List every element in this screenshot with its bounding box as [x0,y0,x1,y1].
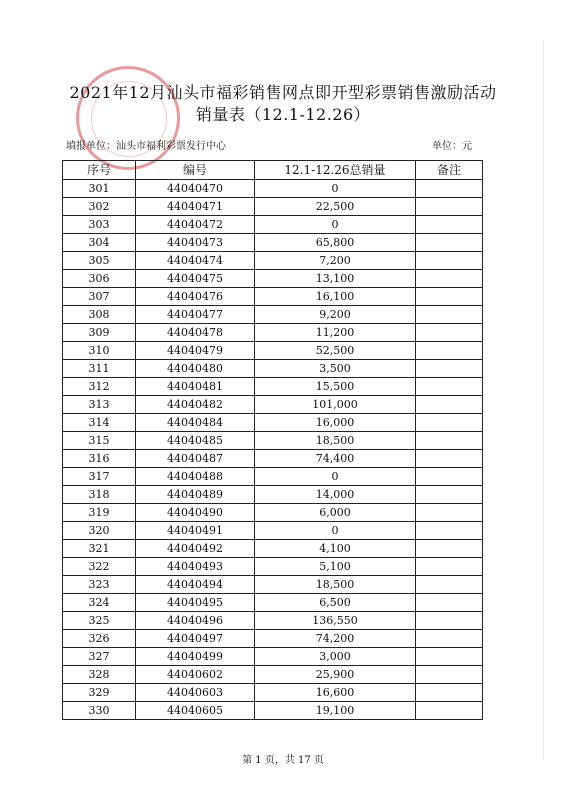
document-title-line1: 2021年12月汕头市福彩销售网点即开型彩票销售激励活动 [69,83,497,102]
table-row [63,468,483,486]
cell-remarks [416,468,483,486]
table-row [63,540,483,558]
cell-seq: 325 [63,612,136,630]
table-row [63,288,483,306]
table-header-row [63,161,483,180]
cell-remarks [416,378,483,396]
cell-seq: 311 [63,360,136,378]
cell-total-sales: 3,000 [255,648,416,666]
cell-seq: 312 [63,378,136,396]
table-row [63,270,483,288]
cell-remarks [416,432,483,450]
cell-code: 44040472 [136,216,255,234]
cell-seq: 322 [63,558,136,576]
cell-remarks [416,684,483,702]
cell-total-sales: 19,100 [255,702,416,720]
cell-code: 44040473 [136,234,255,252]
cell-seq: 307 [63,288,136,306]
cell-code: 44040497 [136,630,255,648]
cell-seq: 330 [63,702,136,720]
cell-seq: 313 [63,396,136,414]
cell-seq: 304 [63,234,136,252]
cell-total-sales: 101,000 [255,396,416,414]
table-row [63,702,483,720]
cell-code: 44040474 [136,252,255,270]
header-remarks: 备注 [416,161,483,180]
cell-remarks [416,666,483,684]
cell-seq: 301 [63,180,136,198]
table-row [63,324,483,342]
cell-seq: 314 [63,414,136,432]
cell-seq: 302 [63,198,136,216]
cell-total-sales: 52,500 [255,342,416,360]
cell-seq: 305 [63,252,136,270]
cell-code: 44040605 [136,702,255,720]
table-row [63,360,483,378]
cell-total-sales: 18,500 [255,576,416,594]
cell-remarks [416,702,483,720]
cell-seq: 320 [63,522,136,540]
cell-total-sales: 136,550 [255,612,416,630]
cell-remarks [416,306,483,324]
cell-code: 44040488 [136,468,255,486]
cell-total-sales: 0 [255,216,416,234]
cell-total-sales: 74,200 [255,630,416,648]
cell-total-sales: 6,500 [255,594,416,612]
cell-seq: 319 [63,504,136,522]
cell-remarks [416,630,483,648]
cell-code: 44040487 [136,450,255,468]
table-row [63,432,483,450]
cell-total-sales: 0 [255,522,416,540]
cell-total-sales: 14,000 [255,486,416,504]
header-seq: 序号 [63,161,136,180]
cell-total-sales: 6,000 [255,504,416,522]
table-row [63,450,483,468]
cell-remarks [416,486,483,504]
header-code: 编号 [136,161,255,180]
cell-code: 44040490 [136,504,255,522]
table-row [63,216,483,234]
cell-code: 44040477 [136,306,255,324]
cell-code: 44040478 [136,324,255,342]
cell-remarks [416,198,483,216]
cell-code: 44040475 [136,270,255,288]
cell-total-sales: 25,900 [255,666,416,684]
cell-total-sales: 11,200 [255,324,416,342]
cell-total-sales: 13,100 [255,270,416,288]
table-row [63,342,483,360]
table-row [63,198,483,216]
cell-code: 44040482 [136,396,255,414]
table-row [63,396,483,414]
cell-total-sales: 9,200 [255,306,416,324]
cell-remarks [416,576,483,594]
cell-remarks [416,324,483,342]
cell-code: 44040485 [136,432,255,450]
cell-total-sales: 0 [255,180,416,198]
cell-remarks [416,288,483,306]
cell-code: 44040499 [136,648,255,666]
cell-total-sales: 16,600 [255,684,416,702]
cell-total-sales: 16,100 [255,288,416,306]
table-row [63,594,483,612]
cell-code: 44040603 [136,684,255,702]
table-row [63,306,483,324]
cell-seq: 308 [63,306,136,324]
cell-remarks [416,648,483,666]
cell-code: 44040494 [136,576,255,594]
cell-code: 44040484 [136,414,255,432]
cell-total-sales: 18,500 [255,432,416,450]
cell-seq: 315 [63,432,136,450]
cell-total-sales: 15,500 [255,378,416,396]
cell-seq: 324 [63,594,136,612]
cell-seq: 303 [63,216,136,234]
table-row [63,558,483,576]
cell-code: 44040496 [136,612,255,630]
cell-seq: 329 [63,684,136,702]
cell-total-sales: 4,100 [255,540,416,558]
unit-label: 单位：元 [432,141,472,152]
table-row [63,666,483,684]
table-body [63,180,483,720]
cell-remarks [416,252,483,270]
cell-code: 44040479 [136,342,255,360]
cell-code: 44040495 [136,594,255,612]
table-row [63,252,483,270]
cell-code: 44040602 [136,666,255,684]
header-total-sales: 12.1-12.26总销量 [255,161,416,180]
cell-seq: 306 [63,270,136,288]
cell-total-sales: 0 [255,468,416,486]
cell-remarks [416,612,483,630]
cell-remarks [416,270,483,288]
cell-seq: 327 [63,648,136,666]
cell-code: 44040470 [136,180,255,198]
cell-remarks [416,450,483,468]
cell-remarks [416,504,483,522]
cell-remarks [416,360,483,378]
cell-seq: 316 [63,450,136,468]
cell-code: 44040492 [136,540,255,558]
table-row [63,684,483,702]
cell-total-sales: 7,200 [255,252,416,270]
cell-total-sales: 3,500 [255,360,416,378]
cell-seq: 318 [63,486,136,504]
cell-code: 44040476 [136,288,255,306]
cell-remarks [416,180,483,198]
cell-remarks [416,342,483,360]
cell-seq: 328 [63,666,136,684]
cell-seq: 317 [63,468,136,486]
document-title-line2: 销量表（12.1-12.26） [195,105,371,124]
table-row [63,378,483,396]
cell-remarks [416,216,483,234]
cell-total-sales: 65,800 [255,234,416,252]
cell-code: 44040480 [136,360,255,378]
cell-code: 44040471 [136,198,255,216]
cell-seq: 309 [63,324,136,342]
table-row [63,180,483,198]
cell-total-sales: 22,500 [255,198,416,216]
cell-remarks [416,522,483,540]
cell-code: 44040491 [136,522,255,540]
table-row [63,648,483,666]
cell-seq: 321 [63,540,136,558]
cell-code: 44040493 [136,558,255,576]
sales-table [62,160,483,720]
cell-remarks [416,396,483,414]
cell-seq: 326 [63,630,136,648]
cell-total-sales: 16,000 [255,414,416,432]
cell-remarks [416,540,483,558]
cell-total-sales: 5,100 [255,558,416,576]
page-footer: 第 1 页，共 17 页 [242,755,324,766]
table-row [63,612,483,630]
table-row [63,414,483,432]
scan-edge-line [543,40,544,760]
cell-remarks [416,414,483,432]
cell-code: 44040481 [136,378,255,396]
cell-remarks [416,594,483,612]
filing-unit: 填报单位：汕头市福利彩票发行中心 [66,141,226,152]
table-row [63,576,483,594]
table-row [63,522,483,540]
cell-seq: 310 [63,342,136,360]
table-row [63,504,483,522]
table-row [63,234,483,252]
cell-total-sales: 74,400 [255,450,416,468]
table-row [63,630,483,648]
table-row [63,486,483,504]
cell-remarks [416,234,483,252]
cell-seq: 323 [63,576,136,594]
cell-remarks [416,558,483,576]
cell-code: 44040489 [136,486,255,504]
